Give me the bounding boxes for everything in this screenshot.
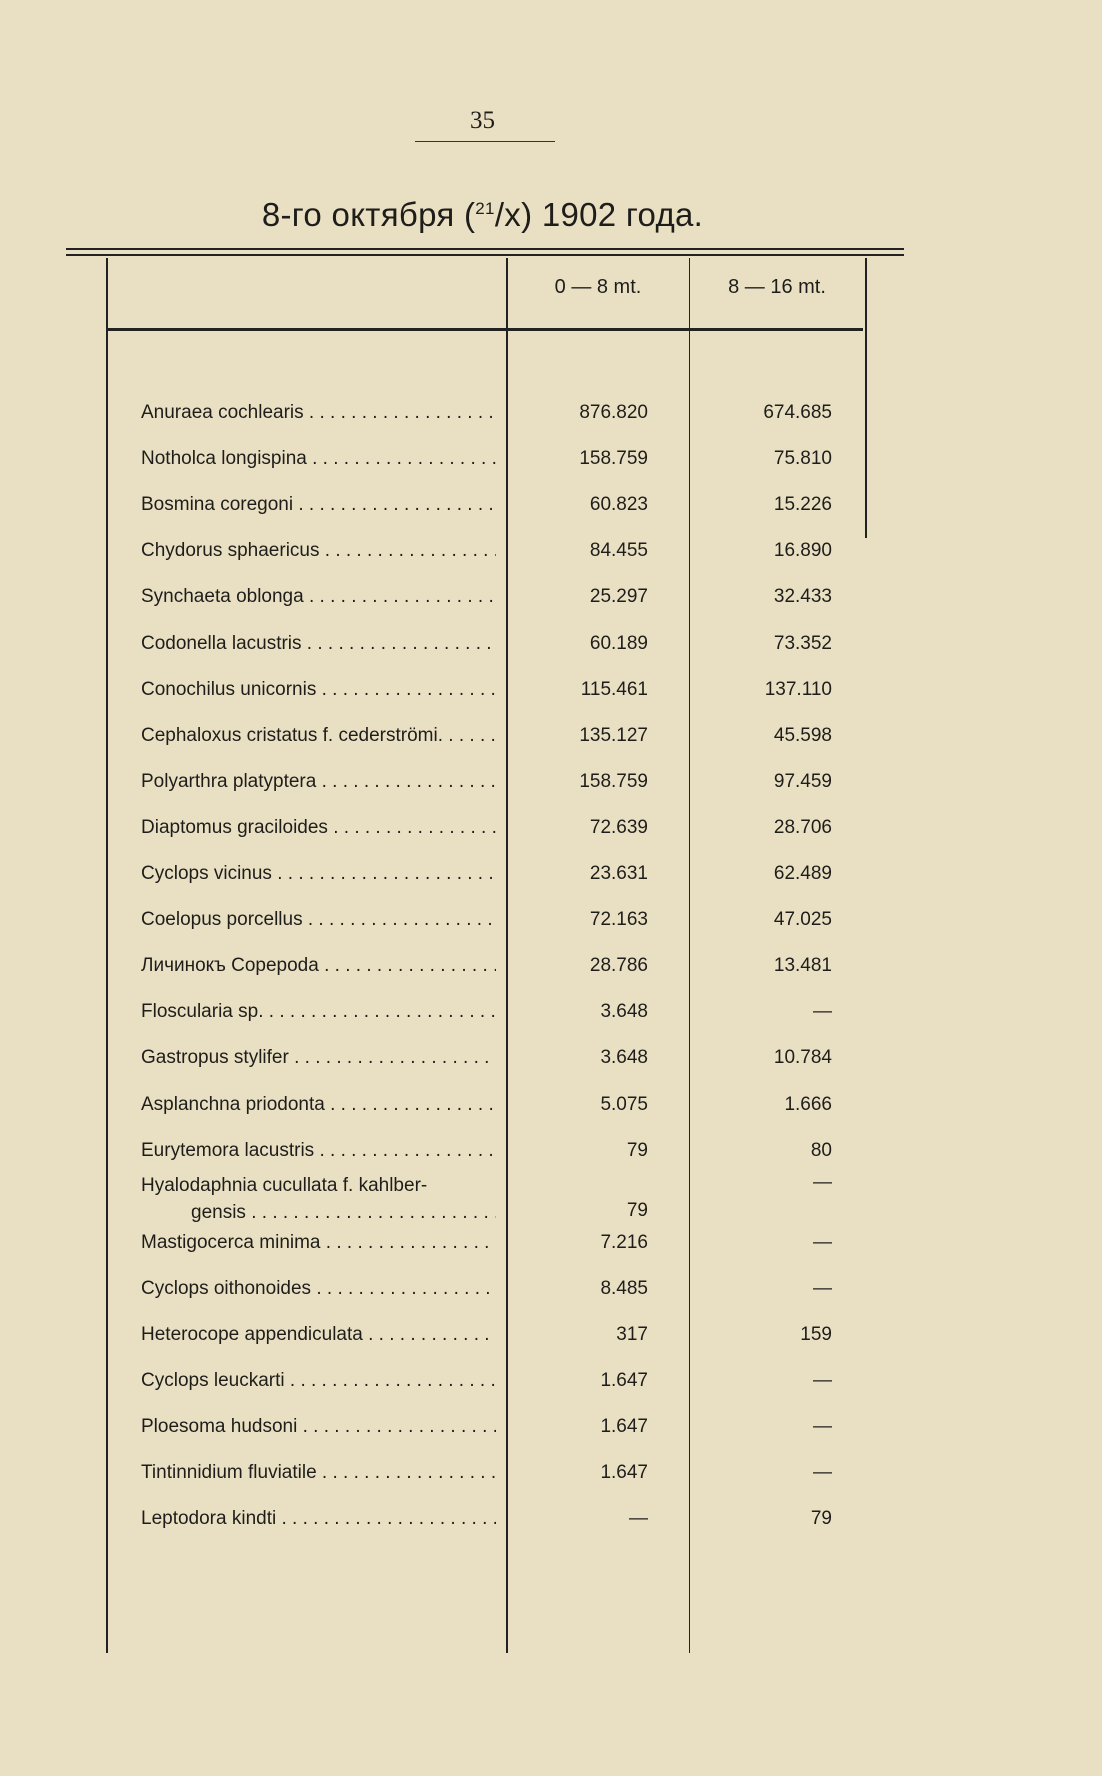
leader-dots <box>293 494 496 515</box>
leader-dots <box>363 1324 496 1345</box>
value-8-16: 674.685 <box>763 402 832 423</box>
table-row <box>0 863 1102 909</box>
value-8-16: — <box>813 1416 832 1437</box>
table-row <box>0 1324 1102 1370</box>
value-8-16: 97.459 <box>773 771 832 792</box>
leader-dots <box>314 1140 496 1161</box>
species-name-text: Tintinnidium fluviatile <box>141 1462 317 1483</box>
table-top-rule-2 <box>66 254 904 256</box>
value-8-16: — <box>813 1232 832 1253</box>
species-name-text: Codonella lacustris <box>141 633 302 654</box>
species-name-text: Личинокъ Copepoda <box>141 955 319 976</box>
leader-dots <box>307 448 496 469</box>
value-8-16: 28.706 <box>773 817 832 838</box>
leader-dots <box>304 402 496 423</box>
value-0-8: 158.759 <box>579 448 648 469</box>
leader-dots <box>285 1370 496 1391</box>
value-8-16: 10.784 <box>773 1047 832 1068</box>
value-8-16: 1.666 <box>784 1094 832 1115</box>
page-number: 35 <box>470 107 495 134</box>
species-name-text: Synchaeta oblonga <box>141 586 304 607</box>
value-0-8: 60.823 <box>589 494 648 515</box>
title-sup: 21 <box>475 199 495 218</box>
leader-dots <box>304 586 496 607</box>
value-0-8: 25.297 <box>589 586 648 607</box>
species-name <box>141 402 496 424</box>
value-8-16: — <box>813 1462 832 1483</box>
value-0-8: 28.786 <box>589 955 648 976</box>
value-8-16: — <box>813 1001 832 1022</box>
leader-dots <box>303 909 496 930</box>
value-8-16: — <box>813 1172 832 1193</box>
species-name <box>141 909 496 931</box>
page-title <box>0 196 965 234</box>
table-row <box>0 1416 1102 1462</box>
value-0-8: 3.648 <box>600 1001 648 1022</box>
value-8-16: 15.226 <box>773 494 832 515</box>
table-row <box>0 1508 1102 1554</box>
species-name <box>141 955 496 977</box>
species-name-text: Bosmina coregoni <box>141 494 294 515</box>
leader-dots <box>328 817 496 838</box>
value-8-16: 79 <box>810 1508 832 1529</box>
species-name <box>141 1140 496 1162</box>
leader-dots <box>316 679 496 700</box>
value-8-16: 137.110 <box>764 679 832 700</box>
leader-dots <box>317 1462 496 1483</box>
value-0-8: 1.647 <box>600 1462 648 1483</box>
leader-dots <box>319 540 496 561</box>
value-0-8: 1.647 <box>600 1416 648 1437</box>
table-top-rule <box>66 248 904 250</box>
value-8-16: 13.481 <box>773 955 832 976</box>
value-0-8: 79 <box>626 1200 648 1221</box>
species-name-text: Anuraea cochlearis <box>141 402 304 423</box>
table-row <box>0 1172 1102 1232</box>
species-name <box>141 540 496 562</box>
value-0-8: 158.759 <box>579 771 648 792</box>
species-name-text: Cephaloxus cristatus f. cederströmi. <box>141 725 444 746</box>
value-0-8: 5.075 <box>600 1094 648 1115</box>
table-row <box>0 540 1102 586</box>
value-0-8: 79 <box>626 1140 648 1161</box>
column-header-8-16: 8 — 16 mt. <box>728 276 826 298</box>
value-8-16: 73.352 <box>773 633 832 654</box>
table-row <box>0 909 1102 955</box>
species-name-text: Asplanchna priodonta <box>141 1094 325 1115</box>
species-name <box>141 633 496 655</box>
species-name <box>141 1508 496 1530</box>
table-row <box>0 1278 1102 1324</box>
species-name-text: Ploesoma hudsoni <box>141 1416 298 1437</box>
table-row <box>0 1232 1102 1278</box>
leader-dots <box>319 955 496 976</box>
species-name <box>141 679 496 701</box>
species-name-text: Cyclops vicinus <box>141 863 272 884</box>
leader-dots <box>325 1094 496 1115</box>
table-row <box>0 494 1102 540</box>
leader-dots <box>316 771 496 792</box>
table-row <box>0 586 1102 632</box>
value-8-16: 32.433 <box>773 586 832 607</box>
species-name-text: Cyclops leuckarti <box>141 1370 285 1391</box>
species-name <box>141 863 496 885</box>
species-name <box>141 1324 496 1346</box>
value-8-16: 80 <box>810 1140 832 1161</box>
species-name <box>141 1172 496 1226</box>
species-name-text: Leptodora kindti <box>141 1508 277 1529</box>
leader-dots <box>264 1001 497 1022</box>
page-number-rule <box>415 141 555 142</box>
species-name <box>141 1001 496 1023</box>
title-suffix: /x) 1902 года. <box>494 196 704 233</box>
species-name <box>141 1416 496 1438</box>
table-row <box>0 1094 1102 1140</box>
species-name <box>141 1278 496 1300</box>
title-prefix: 8-го октября ( <box>261 196 476 233</box>
species-name <box>141 817 496 839</box>
value-0-8: 60.189 <box>589 633 648 654</box>
value-0-8: 8.485 <box>600 1278 648 1299</box>
value-8-16: — <box>813 1370 832 1391</box>
species-name <box>141 1047 496 1069</box>
value-0-8: 23.631 <box>589 863 648 884</box>
species-name <box>141 725 496 747</box>
table-row <box>0 448 1102 494</box>
species-name <box>141 1462 496 1484</box>
leader-dots <box>289 1047 496 1068</box>
table-row <box>0 679 1102 725</box>
species-name-text: Coelopus porcellus <box>141 909 303 930</box>
value-8-16: 159 <box>800 1324 832 1345</box>
leader-dots <box>311 1278 496 1299</box>
table-row <box>0 817 1102 863</box>
leader-dots <box>321 1232 497 1253</box>
value-0-8: 135.127 <box>579 725 648 746</box>
table-row <box>0 771 1102 817</box>
table-row <box>0 1370 1102 1416</box>
leader-dots <box>246 1202 496 1223</box>
species-name <box>141 494 496 516</box>
species-name-text: Polyarthra platyptera <box>141 771 317 792</box>
species-name-text-2: gensis <box>191 1202 246 1223</box>
species-name <box>141 1232 496 1254</box>
species-name <box>141 1094 496 1116</box>
species-name-text: Floscularia sp. <box>141 1001 264 1022</box>
table-row <box>0 955 1102 1001</box>
table-row <box>0 402 1102 448</box>
value-8-16: 62.489 <box>773 863 832 884</box>
species-name <box>141 771 496 793</box>
species-name-text: Mastigocerca minima <box>141 1232 321 1253</box>
species-name-text: Notholca longispina <box>141 448 307 469</box>
value-0-8: 72.163 <box>589 909 648 930</box>
value-0-8: 7.216 <box>600 1232 648 1253</box>
species-name <box>141 448 496 470</box>
value-8-16: 47.025 <box>773 909 832 930</box>
leader-dots <box>276 1508 496 1529</box>
species-name-text: Hyalodaphnia cucullata f. kahlber- <box>141 1175 428 1196</box>
value-0-8: — <box>629 1508 648 1529</box>
species-name-text: Conochilus unicornis <box>141 679 317 700</box>
table-row <box>0 725 1102 771</box>
table-row <box>0 1047 1102 1093</box>
value-0-8: 72.639 <box>589 817 648 838</box>
table-row <box>0 1462 1102 1508</box>
leader-dots <box>443 725 496 746</box>
value-8-16: — <box>813 1278 832 1299</box>
value-0-8: 876.820 <box>579 402 648 423</box>
value-0-8: 3.648 <box>600 1047 648 1068</box>
species-name-text: Gastropus stylifer <box>141 1047 289 1068</box>
leader-dots <box>297 1416 496 1437</box>
value-0-8: 84.455 <box>589 540 648 561</box>
table-row <box>0 633 1102 679</box>
species-name <box>141 586 496 608</box>
table-row <box>0 1001 1102 1047</box>
value-8-16: 75.810 <box>773 448 832 469</box>
species-name-text: Diaptomus graciloides <box>141 817 328 838</box>
column-header-0-8: 0 — 8 mt. <box>554 276 642 298</box>
species-name-text: Cyclops oithonoides <box>141 1278 312 1299</box>
value-0-8: 115.461 <box>580 679 648 700</box>
species-name-continuation <box>141 1199 496 1226</box>
value-0-8: 1.647 <box>600 1370 648 1391</box>
value-8-16: 45.598 <box>773 725 832 746</box>
value-0-8: 317 <box>616 1324 648 1345</box>
value-8-16: 16.890 <box>773 540 832 561</box>
species-name <box>141 1370 496 1392</box>
header-rule <box>107 328 863 331</box>
species-name-text: Heterocope appendiculata <box>141 1324 363 1345</box>
leader-dots <box>302 633 496 654</box>
species-name-text: Eurytemora lacustris <box>141 1140 315 1161</box>
species-name-text: Chydorus sphaericus <box>141 540 320 561</box>
leader-dots <box>272 863 496 884</box>
